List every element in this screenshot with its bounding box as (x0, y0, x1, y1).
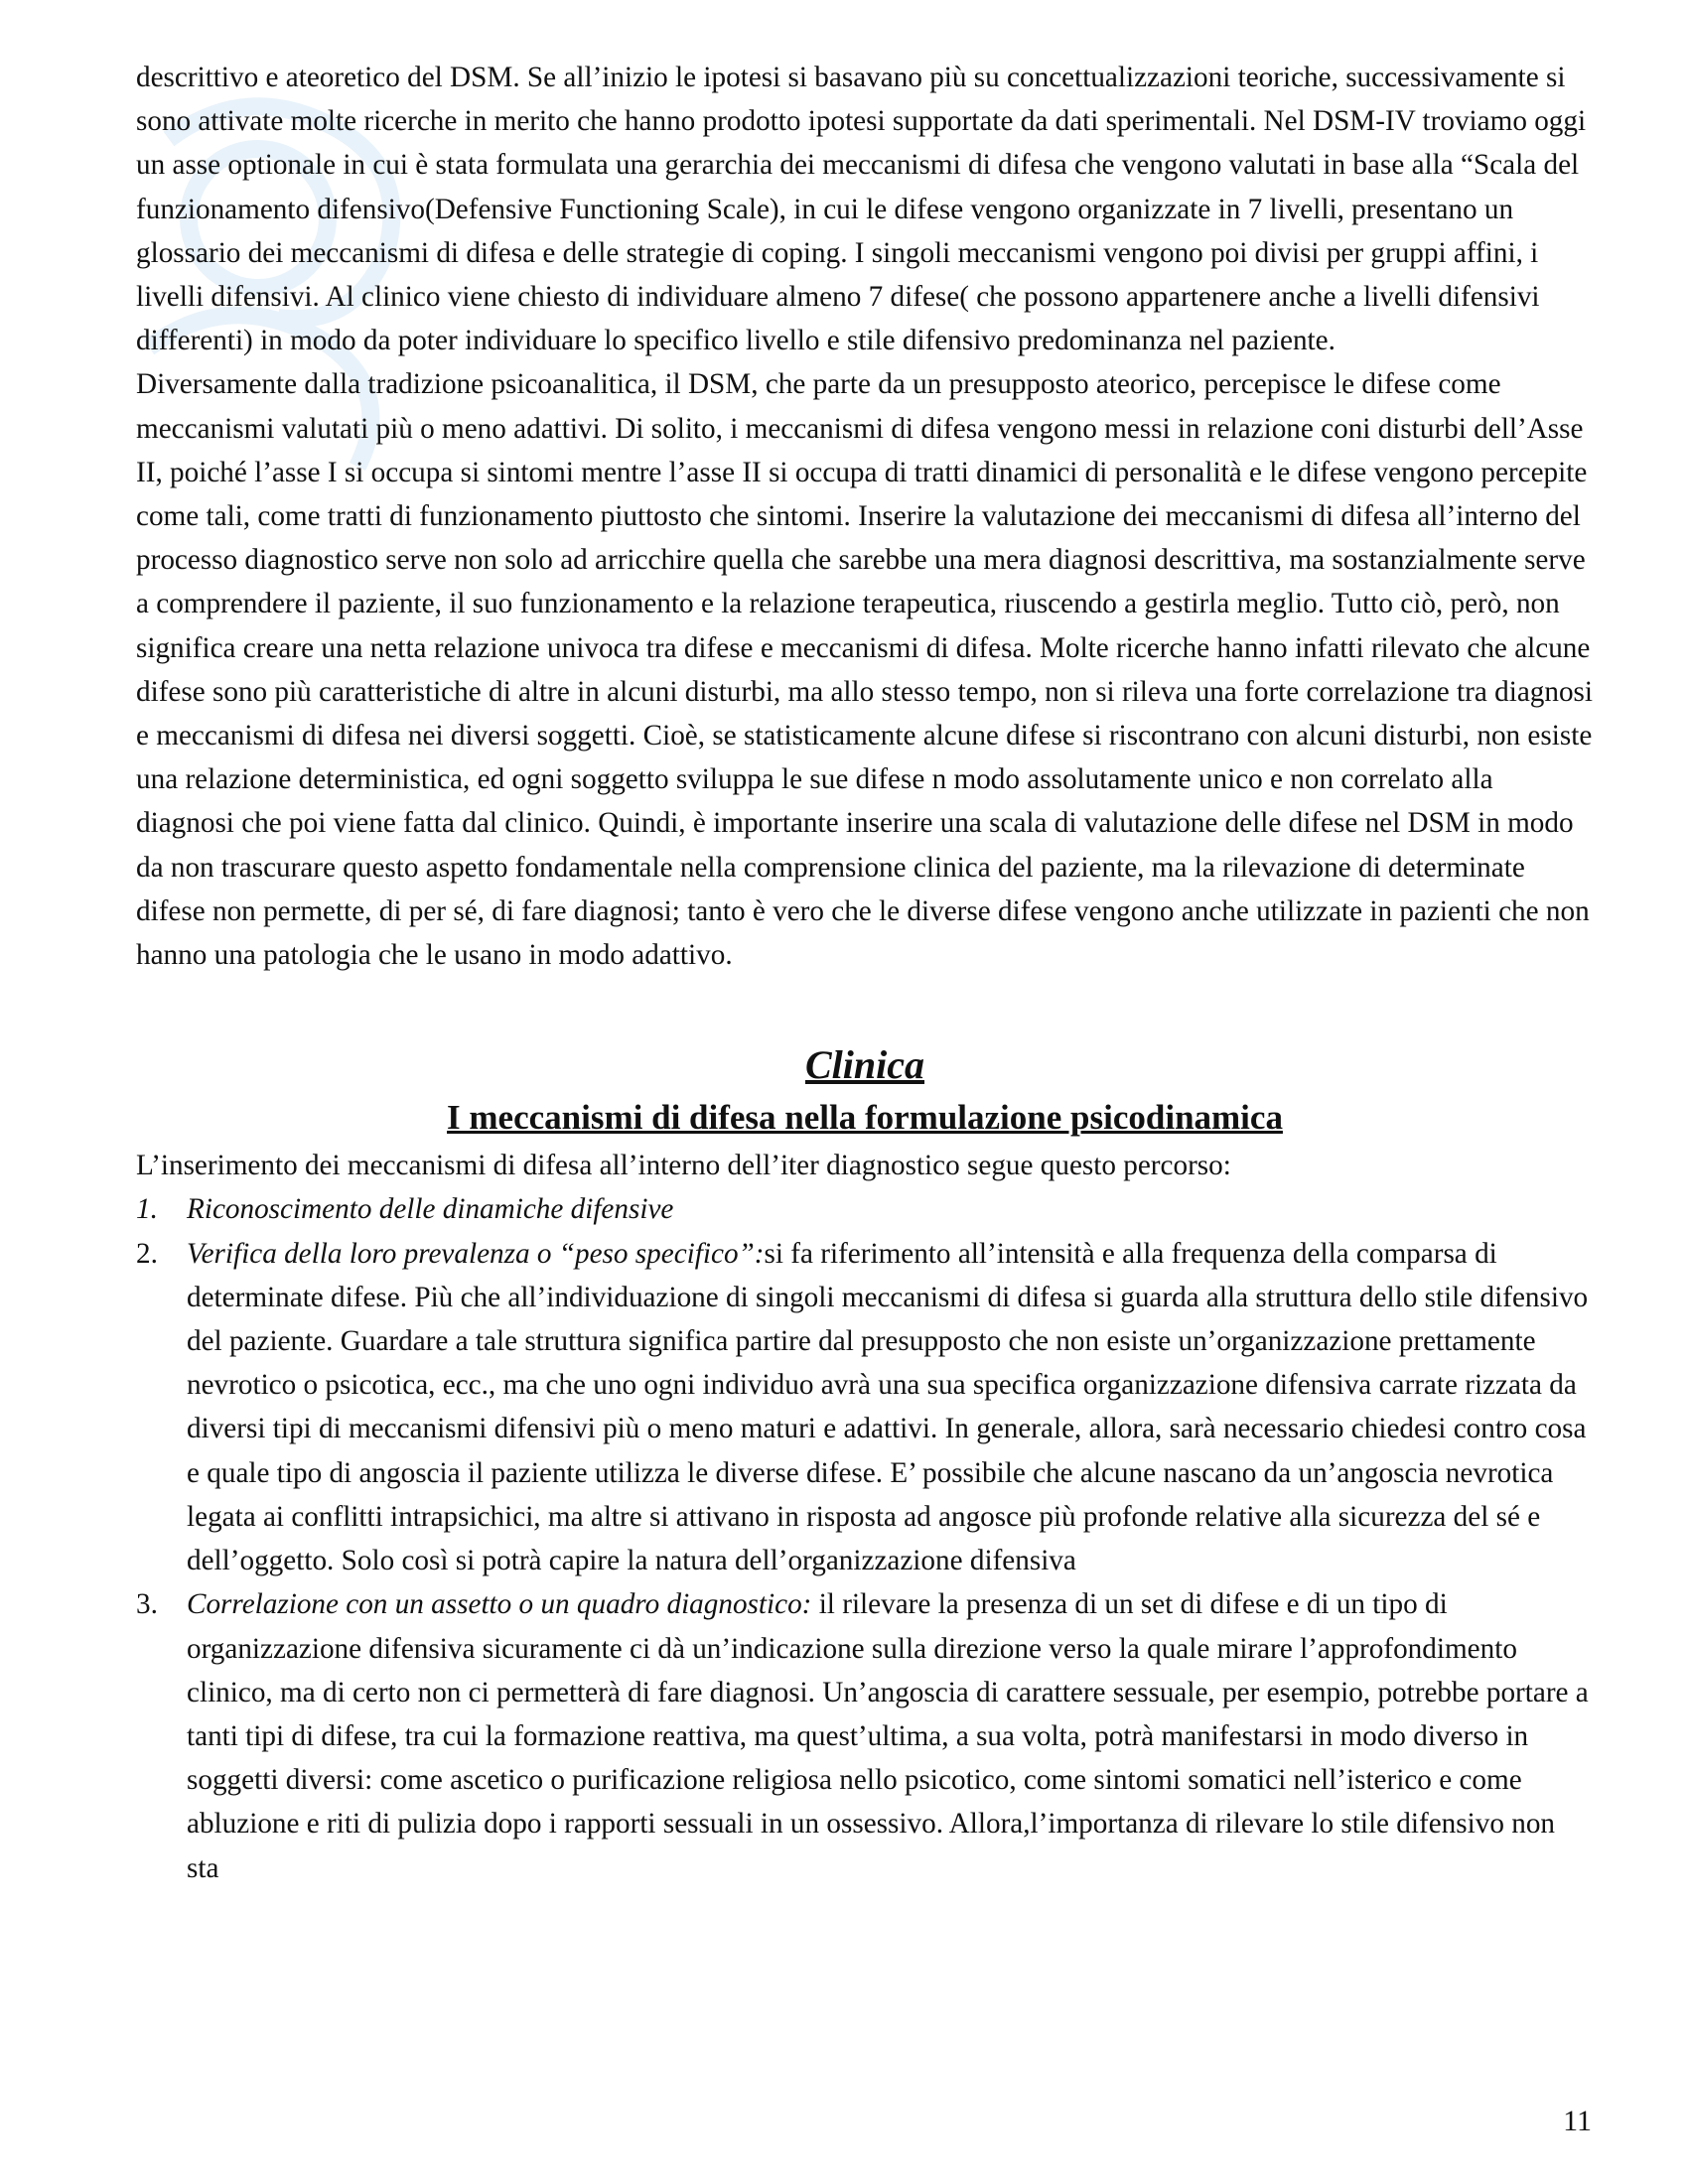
list-item (136, 1232, 1594, 1583)
paragraph-dsm-scale: descrittivo e ateoretico del DSM. Se all’inizio le ipotesi si basavano più su concettualizzazioni teoriche, successivamente si sono attivate molte ricerche in merito che hanno prodotto ipotesi supportate da dati sperimentali. Nel DSM-IV troviamo oggi un asse optionale in cui è stata formulata una gerarchia dei meccanismi di difesa che vengono valutati in base alla “Scala del funzionamento difensivo(Defensive Functioning Scale), in cui le difese vengono organizzate in 7 livelli, presentano un glossario dei meccanismi di difesa e delle strategie di coping. I singoli meccanismi vengono poi divisi per gruppi affini, i livelli difensivi. Al clinico viene chiesto di individuare almeno 7 difese( che possono appartenere anche a livelli difensivi differenti) in modo da poter individuare lo specifico livello e stile difensivo predominanza nel paziente. (136, 62, 1587, 357)
list-item-number: 1. (136, 1193, 158, 1226)
paragraph-dsm-defenses: Diversamente dalla tradizione psicoanalitica, il DSM, che parte da un presupposto ateorico, percepisce le difese come meccanismi valutati più o meno adattivi. Di solito, i meccanismi di difesa vengono messi in relazione coni disturbi dell’Asse II, poiché l’asse I si occupa si sintomi mentre l’asse II si occupa di tratti dinamici di personalità e le difese vengono percepite come tali, come tratti di funzionamento piuttosto che sintomi. Inserire la valutazione dei meccanismi di difesa all’interno del processo diagnostico serve non solo ad arricchire quella che sarebbe una mera diagnosi descrittiva, ma sostanzialmente serve a comprendere il paziente, il suo funzionamento e la relazione terapeutica, riuscendo a gestirla meglio. Tutto ciò, però, non significa creare una netta relazione univoca tra difese e meccanismi di difesa. Molte ricerche hanno infatti rilevato che alcune difese sono più caratteristiche di altre in alcuni disturbi, ma allo stesso tempo, non si rileva una forte correlazione tra diagnosi e meccanismi di difesa nei diversi soggetti. Cioè, se statisticamente alcune difese si riscontrano con alcuni disturbi, non esiste una relazione deterministica, ed ogni soggetto sviluppa le sue difese n modo assolutamente unico e non correlato alla diagnosi che poi viene fatta dal clinico. Quindi, è importante inserire una scala di valutazione delle difese nel DSM in modo da non trascurare questo aspetto fondamentale nella comprensione clinica del paziente, ma la rilevazione di determinate difese non permette, di per sé, di fare diagnosi; tanto è vero che le diverse difese vengono anche utilizzate in pazienti che non hanno una patologia che le usano in modo adattivo. (136, 368, 1594, 972)
list-item-number: 3. (136, 1588, 158, 1621)
list-item-text: si fa riferimento all’intensità e alla frequenza della comparsa di determinate difese. Più che all’individuazione di singoli meccanismi di difesa si guarda alla struttura dello stile difensivo del paziente. Guardare a tale struttura significa partire dal presupposto che non esiste un’organizzazione prettamente nevrotico o psicotica, ecc., ma che uno ogni individuo avrà una sua specifica organizzazione difensiva carrate rizzata da diversi tipi di meccanismi difensivi più o meno maturi e adattivi. In generale, allora, sarà necessario chiedesi contro cosa e quale tipo di angoscia il paziente utilizza le diverse difese. E’ possibile che alcune nascano da un’angoscia nevrotica legata ai conflitti intrapsichici, ma altre si attivano in risposta ad angosce più profonde relative alla sicurezza del sé e dell’oggetto. Solo così si potrà capire la natura dell’organizzazione difensiva (187, 1237, 1589, 1577)
list-item-title: Verifica della loro prevalenza o “peso specifico”: (187, 1237, 765, 1270)
list-item-title: Correlazione con un assetto o un quadro diagnostico: (187, 1588, 812, 1621)
list-item-number: 2. (136, 1237, 158, 1270)
section-title: Clinica (804, 1042, 925, 1088)
list-item (136, 1187, 1594, 1231)
list-item (136, 1582, 1594, 1889)
list-item-text: il rilevare la presenza di un set di difese e di un tipo di organizzazione difensiva sicuramente ci dà un’indicazione sulla direzione verso la quale mirare l’approfondimento clinico, ma di certo non ci permetterà di fare diagnosi. Un’angoscia di carattere sessuale, per esempio, potrebbe portare a tanti tipi di difese, tra cui la formazione reattiva, ma quest’ultima, a sua volta, potrà manifestarsi in modo diverso in soggetti diversi: come ascetico o purificazione religiosa nello psicotico, come sintomi somatici nell’isterico e come abluzione e riti di pulizia dopo i rapporti sessuali in un ossessivo. Allora,l’importanza di rilevare lo stile difensivo non sta (187, 1588, 1589, 1884)
section-subtitle: I meccanismi di difesa nella formulazione psicodinamica (447, 1098, 1283, 1138)
document-page (136, 56, 1594, 1890)
list-item-title: Riconoscimento delle dinamiche difensive (187, 1193, 674, 1226)
steps-list (136, 1187, 1594, 1889)
intro-paragraph: L’inserimento dei meccanismi di difesa all’interno dell’iter diagnostico segue questo percorso: (136, 1150, 1231, 1182)
section-heading-block (136, 1038, 1594, 1144)
page-number: 11 (1563, 2105, 1592, 2137)
